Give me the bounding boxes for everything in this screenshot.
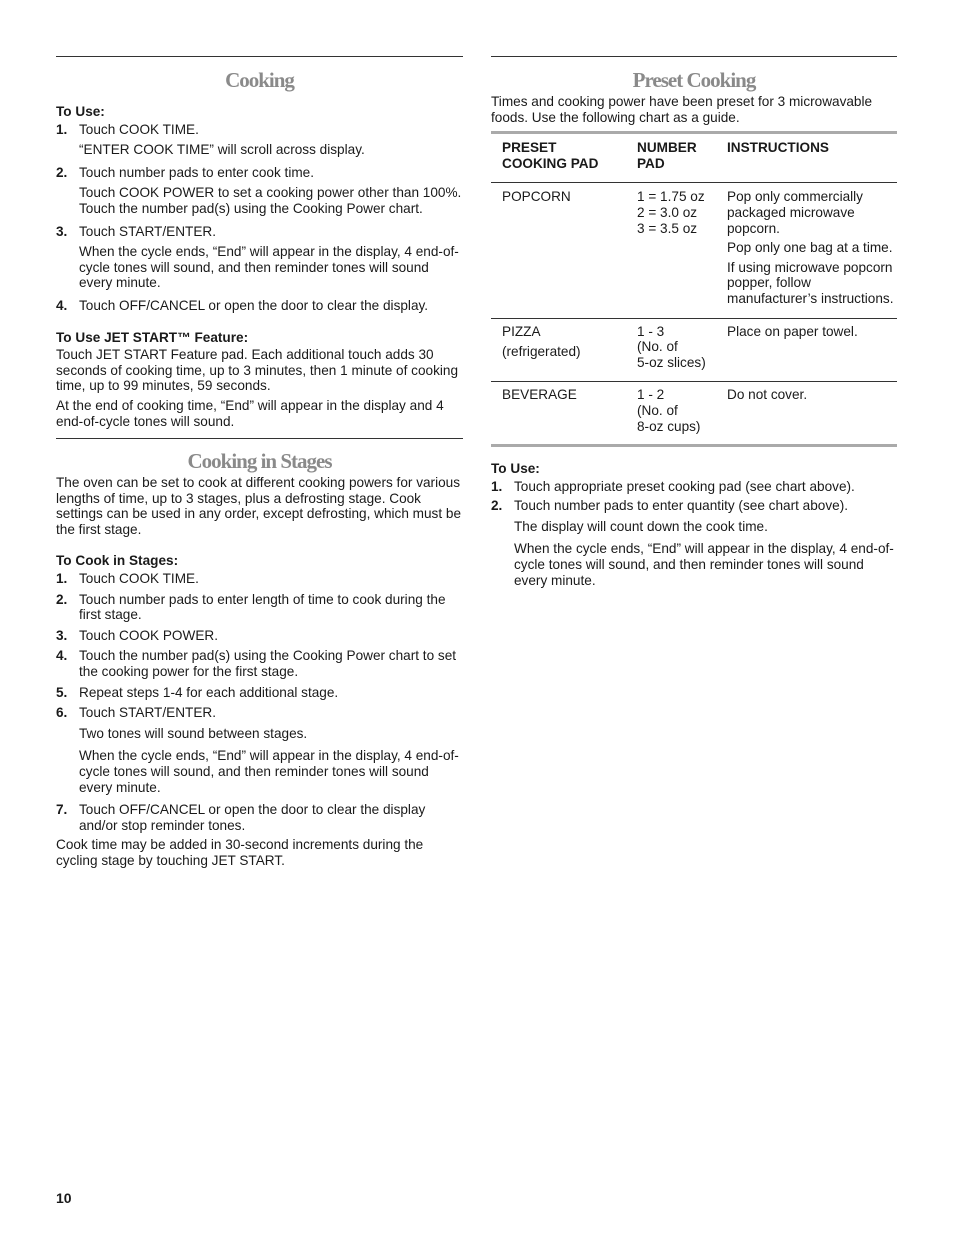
step-note: The display will count down the cook time. [514,518,768,534]
table-cell [727,318,897,382]
section-divider [56,56,463,57]
step-number: 2. [56,164,68,180]
cell-line: Do not cover. [727,387,808,403]
step-note: When the cycle ends, “End” will appear in the display, 4 end-of-cycle tones will sound, and then reminder tones will sound every minute. [79,244,459,291]
jet-start-heading: To Use JET START™ Feature: [56,329,249,345]
step-number: 7. [56,802,68,818]
step-text: Repeat steps 1-4 for each additional stage. [79,684,339,700]
step-number: 5. [56,684,68,700]
step-number: 1. [56,571,68,587]
step-note: When the cycle ends, “End” will appear in the display, 4 end-of-cycle tones will sound, and then reminder tones will sound every minute. [514,541,894,588]
cell-line: (refrigerated) [502,344,581,360]
step-note: “ENTER COOK TIME” will scroll across display. [79,142,365,158]
table-cell [727,382,897,446]
list-item [56,571,463,587]
page-number: 10 [56,1190,72,1206]
stages-steps [56,571,463,833]
jet-start-paragraph: Touch JET START Feature pad. Each additional touch adds 30 seconds of cooking time, up to 3 minutes, then 1 minute of cooking time, up to 99 minutes, 59 seconds. [56,347,459,394]
step-number: 1. [56,121,68,137]
list-item [56,628,463,644]
table-cell [491,318,637,382]
cell-line: If using microwave popcorn popper, follow manufacturer’s instructions. [727,259,894,306]
cell-line: 1 - 2 [637,387,665,403]
cooking-steps [56,122,463,314]
cell-line: 1 - 3 [637,323,665,339]
step-text: Touch COOK TIME. [79,571,199,587]
step-text: Touch number pads to enter cook time. [79,164,314,180]
step-note: Two tones will sound between stages. [79,725,308,741]
list-item [56,705,463,795]
list-item [56,165,463,217]
list-item [56,685,463,701]
step-text: Touch number pads to enter quantity (see chart above). [514,498,848,514]
cooking-in-stages-title: Cooking in Stages [187,449,332,474]
step-text: Touch START/ENTER. [79,223,216,239]
step-text: Touch COOK POWER. [79,627,218,643]
step-number: 2. [56,591,68,607]
step-number: 2. [491,498,503,514]
table-row [491,183,897,318]
stages-closing: Cook time may be added in 30-second increments during the cycling stage by touching JET START. [56,837,424,868]
preset-chart-table [491,131,897,447]
cell-line: 8-oz cups) [637,418,701,434]
cell-line: POPCORN [502,189,571,205]
step-number: 4. [56,648,68,664]
step-text: Touch COOK TIME. [79,121,199,137]
table-cell [727,183,897,318]
cell-line: Pop only commercially packaged microwave popcorn. [727,189,863,236]
step-text: Touch START/ENTER. [79,705,216,721]
cell-line: Place on paper towel. [727,323,858,339]
cell-line: 1 = 1.75 oz [637,189,705,205]
cooking-title: Cooking [225,68,294,92]
list-item [491,498,897,588]
table-header-row [491,133,897,183]
list-item [56,122,463,158]
step-note: When the cycle ends, “End” will appear in the display, 4 end-of-cycle tones will sound, and then reminder tones will sound every minute. [79,748,459,795]
table-cell [491,183,637,318]
column-header-number [637,133,727,183]
table-row [491,318,897,382]
step-number: 3. [56,223,68,239]
step-text: Touch OFF/CANCEL or open the door to clear the display. [79,297,429,313]
preset-steps [491,479,897,589]
cell-line: BEVERAGE [502,387,577,403]
step-number: 1. [491,478,503,494]
cell-line: 3 = 3.5 oz [637,220,698,236]
header-line: NUMBER [637,140,697,156]
table-row [491,382,897,446]
step-text: Touch the number pad(s) using the Cooking Power chart to set the cooking power for the first stage. [79,648,457,680]
preset-cooking-title: Preset Cooking [632,68,756,92]
table-cell [637,382,727,446]
header-line: COOKING PAD [502,155,599,171]
cell-line: Pop only one bag at a time. [727,240,893,256]
section-divider [56,438,463,439]
step-text: Touch number pads to enter length of time to cook during the first stage. [79,591,446,623]
cell-line: 5-oz slices) [637,354,706,370]
step-number: 6. [56,705,68,721]
cell-line: (No. of [637,402,678,418]
table-cell [637,183,727,318]
step-number: 3. [56,627,68,643]
header-line: PAD [637,155,665,171]
column-header-instructions: INSTRUCTIONS [727,140,829,156]
list-item [56,802,463,833]
table-cell [637,318,727,382]
cell-line: PIZZA [502,323,541,339]
step-number: 4. [56,297,68,313]
table-cell [491,382,637,446]
right-column [491,0,897,588]
step-text: Touch OFF/CANCEL or open the door to clear the display and/or stop reminder tones. [79,802,426,833]
to-use-heading: To Use: [56,104,105,119]
left-column [56,0,463,869]
stages-intro: The oven can be set to cook at different cooking powers for various lengths of time, up to 3 stages, plus a defrosting stage. Cook settings can be used in any order, except defrosting, which must be the first stage. [56,475,462,537]
section-divider [491,56,897,57]
list-item [56,298,463,314]
list-item [56,648,463,679]
cook-in-stages-heading: To Cook in Stages: [56,553,179,569]
cell-line: 2 = 3.0 oz [637,204,698,220]
step-note: Touch COOK POWER to set a cooking power other than 100%. Touch the number pad(s) using the Cooking Power chart. [79,185,462,216]
list-item [491,479,897,495]
column-header-pad [491,133,637,183]
step-text: Touch appropriate preset cooking pad (see chart above). [514,478,855,494]
header-line: PRESET [502,140,557,156]
cell-line: (No. of [637,339,678,355]
list-item [56,592,463,623]
list-item [56,224,463,291]
jet-start-paragraph: At the end of cooking time, “End” will appear in the display and 4 end-of-cycle tones will sound. [56,397,444,429]
to-use-heading: To Use: [491,461,540,477]
preset-intro: Times and cooking power have been preset for 3 microwavable foods. Use the following chart as a guide. [491,94,873,125]
